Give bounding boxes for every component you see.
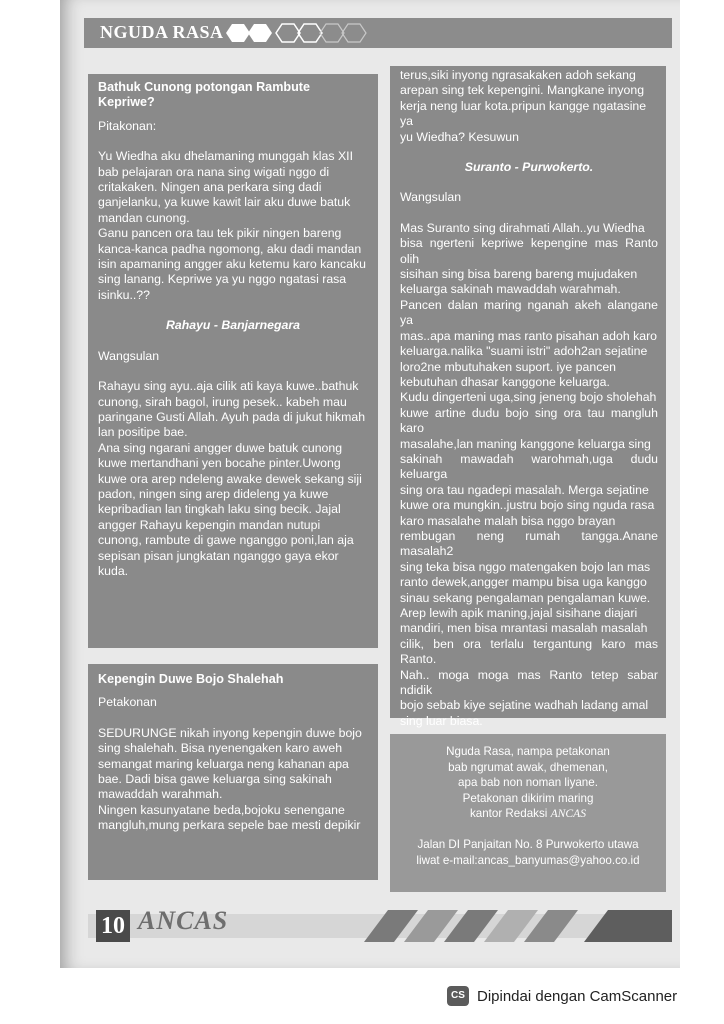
hexagon-decoration <box>226 22 426 44</box>
email-line: liwat e-mail:ancas_banyumas@yahoo.co.id <box>416 853 640 867</box>
camscanner-label: Dipindai dengan CamScanner <box>477 987 678 1005</box>
question-label: Petakonan <box>98 695 157 710</box>
magazine-name: ANCAS <box>138 906 229 935</box>
submission-info-box: Nguda Rasa, nampa petakonan bab ngrumat awak, dhemenan, apa bab non noman liyane. Petakonan dikirim maring kantor Redaksi ANCAS Jalan DI Panjaitan No. 8 Purwokerto utawa liwat e-mail:ancas_banyumas@yahoo.co.id <box>390 734 666 892</box>
address-line: Jalan DI Panjaitan No. 8 Purwokerto utawa <box>417 837 639 851</box>
answer-text: Rahayu sing ayu..aja cilik ati kaya kuwe..bathuk cunong, sirah bagol, irung pesek.. kabeh mau paringane Gusti Allah. Ayuh pada di jukut hikmah lan positipe bae. Ana sing ngarani angger duwe batuk cunong kuwe mertandhani yen bocahe pinter.Uwong kuwe ora arep ndeleng awake dewek sekang siji padon, ningen sing arep dideleng ya kuwe kepribadian lan tingkah laku sing becik. Jajal angger Rahayu kepengin mandan nutupi cunong, rambute di gawe nganggo poni,lan aja sepisan pisan jungkatan nganggo gaya ekor kuda. <box>98 379 366 578</box>
section-title: NGUDA RASA <box>100 22 224 42</box>
letter-title: Bathuk Cunong potongan Rambute Kepriwe? <box>98 80 310 110</box>
answer-text: Mas Suranto sing dirahmati Allah..yu Wiedha bisa ngerteni kepriwe kepengine mas Ranto olih sisihan sing bisa bareng bareng mujudaken keluarga sakinah mawaddah warahmah. Pancen dalan maring nganah akeh alangane ya mas..apa maning mas ranto pisahan adoh karo keluarga.nalika "suami istri" adoh2an sejatine loro2ne mbutuhaken suport. iye pancen kebutuhan dhasar kanggone keluarga. Kudu dingerteni uga,sing jeneng bojo sholehah kuwe artine dudu bojo sing ora tau mangluh karo masalahe,lan maning kanggone keluarga sing sakinah mawadah warohmah,uga dudu keluarga sing ora tau ngadepi masalah. Merga sejatine kuwe ora mungkin..justru bojo sing nguda rasa karo masalahe malah bisa nggo brayan rembugan neng rumah tangga.Anane masalah2 sing teka bisa nggo matengaken bojo lan mas ranto dewek,angger mampu bisa uga kanggo sinau sekang pengalaman pengalaman kuwe. Arep lewih apik maning,jajal sisihane diajari mandiri, men bisa mrantasi masalah masalah cilik, ben ora terlalu tergantung karo mas Ranto. Nah.. moga moga mas Ranto tetep sabar ndidik bojo sebab kiye sejatine wadhah ladang amal sing luar biasa. <box>400 220 658 728</box>
letter-signature: Suranto - Purwokerto. <box>464 160 594 175</box>
letter-box-bathuk-cunong <box>88 74 378 648</box>
continued-question-text: terus,siki inyong ngrasakaken adoh sekang arepan sing tek kepengini. Mangkane inyong kerja neng luar kota.pripun kangge ngatasine ya yu Wiedha? Kesuwun <box>400 68 647 144</box>
letter-signature: Rahayu - Banjarnegara <box>166 318 300 333</box>
camscanner-logo-icon: CS <box>447 986 469 1006</box>
question-text: Yu Wiedha aku dhelamaning munggah klas XII bab pelajaran ora nana sing wigati nggo di critakaken. Ningen ana perkara sing dadi ganjelanku, ya kuwe kawit lair aku duwe batuk mandan cunong. Ganu pancen ora tau tek pikir ningen bareng kanca-kanca padha ngomong, aku dadi mandan isin apamaning angger aku ketemu karo kancaku sing lanang. Kepriwe ya yu nggo ngatasi rasa isinku..?? <box>98 149 366 302</box>
kantor-redaksi-line: kantor Redaksi ANCAS <box>469 807 586 821</box>
letter-box-continued <box>390 66 666 728</box>
redaksi-name: ANCAS <box>550 807 586 821</box>
page-number: 10 <box>96 910 130 942</box>
question-text: SEDURUNGE nikah inyong kepengin duwe bojo sing shalehah. Bisa nyenengaken karo aweh semangat maring keluarga neng kahanan apa bae. Dadi bisa gawe keluarga sing sakinah mawaddah warahmah. Ningen kasunyatane beda,bojoku senengane mangluh,mung perkara sepele bae mesti depikir <box>98 725 362 833</box>
letter-title: Kepengin Duwe Bojo Shalehah <box>98 672 284 686</box>
answer-label: Wangsulan <box>98 348 160 363</box>
letter-box-bojo-shalehah <box>88 664 378 880</box>
camscanner-watermark <box>447 982 709 1010</box>
question-label: Pitakonan: <box>98 118 157 133</box>
answer-label: Wangsulan <box>400 190 462 205</box>
